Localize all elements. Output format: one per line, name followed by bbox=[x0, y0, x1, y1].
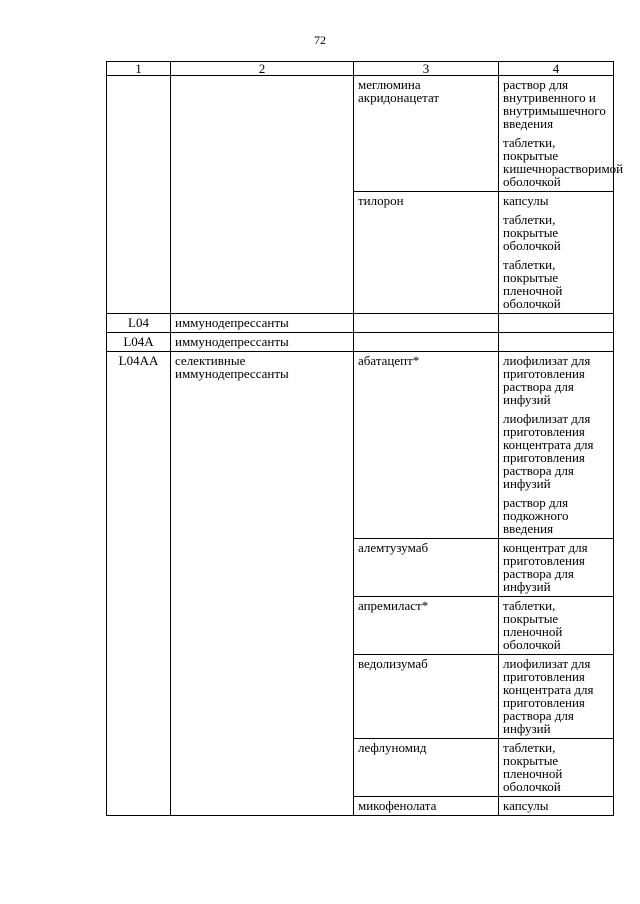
dosage-form: лиофилизат для приготовления раствора для инфузий bbox=[503, 353, 591, 407]
column-header-1: 1 bbox=[107, 62, 171, 76]
dosage-form: капсулы bbox=[503, 798, 549, 813]
group-cell: иммунодепрессанты bbox=[171, 314, 354, 333]
form-cell bbox=[499, 539, 614, 597]
drug-table bbox=[106, 61, 624, 816]
form-cell bbox=[499, 76, 624, 192]
page-number: 72 bbox=[314, 33, 326, 47]
code-cell: L04A bbox=[107, 333, 171, 352]
dosage-form: лиофилизат для приготовления концентрата для приготовления раствора для инфузий bbox=[503, 411, 594, 491]
dosage-form: лиофилизат для приготовления концентрата для приготовления раствора для инфузий bbox=[503, 656, 594, 736]
group-cell: селективные иммунодепрессанты bbox=[171, 352, 354, 816]
code-cell: L04 bbox=[107, 314, 171, 333]
dosage-form: раствор для подкожного введения bbox=[503, 495, 569, 536]
dosage-form: таблетки, покрытые пленочной оболочкой bbox=[503, 598, 563, 652]
code-cell: L04AA bbox=[107, 352, 171, 816]
code-cell bbox=[107, 76, 171, 314]
table-row bbox=[107, 76, 614, 192]
table-row bbox=[107, 333, 614, 352]
drug-cell: ведолизумаб bbox=[354, 655, 499, 739]
drug-cell bbox=[354, 333, 499, 352]
dosage-form: таблетки, покрытые пленочной оболочкой bbox=[503, 257, 563, 311]
form-cell bbox=[499, 314, 614, 333]
drug-cell: абатацепт* bbox=[354, 352, 499, 539]
column-header-3: 3 bbox=[354, 62, 499, 76]
column-header-4: 4 bbox=[499, 62, 614, 76]
dosage-form: таблетки, покрытые оболочкой bbox=[503, 212, 561, 253]
dosage-form: капсулы bbox=[503, 193, 549, 208]
column-header-2: 2 bbox=[171, 62, 354, 76]
form-cell bbox=[499, 333, 614, 352]
form-cell bbox=[499, 655, 614, 739]
dosage-form: таблетки, покрытые кишечнорастворимой оболочкой bbox=[503, 135, 624, 189]
drug-cell: алемтузумаб bbox=[354, 539, 499, 597]
group-cell: иммунодепрессанты bbox=[171, 333, 354, 352]
drug-cell: апремиласт* bbox=[354, 597, 499, 655]
form-cell bbox=[499, 597, 614, 655]
dosage-form: таблетки, покрытые пленочной оболочкой bbox=[503, 740, 563, 794]
form-cell bbox=[499, 192, 614, 314]
table-row bbox=[107, 352, 614, 539]
group-cell bbox=[171, 76, 354, 314]
drug-cell: микофенолата bbox=[354, 797, 499, 816]
drug-cell bbox=[354, 314, 499, 333]
drug-cell: лефлуномид bbox=[354, 739, 499, 797]
form-cell bbox=[499, 739, 614, 797]
table-row bbox=[107, 314, 614, 333]
drug-cell: тилорон bbox=[354, 192, 499, 314]
header-row bbox=[107, 62, 614, 76]
form-cell bbox=[499, 797, 614, 816]
dosage-form: концентрат для приготовления раствора для инфузий bbox=[503, 540, 588, 594]
drug-cell: меглюмина акридонацетат bbox=[354, 76, 499, 192]
form-cell bbox=[499, 352, 614, 539]
dosage-form: раствор для внутривенного и внутримышечного введения bbox=[503, 77, 606, 131]
